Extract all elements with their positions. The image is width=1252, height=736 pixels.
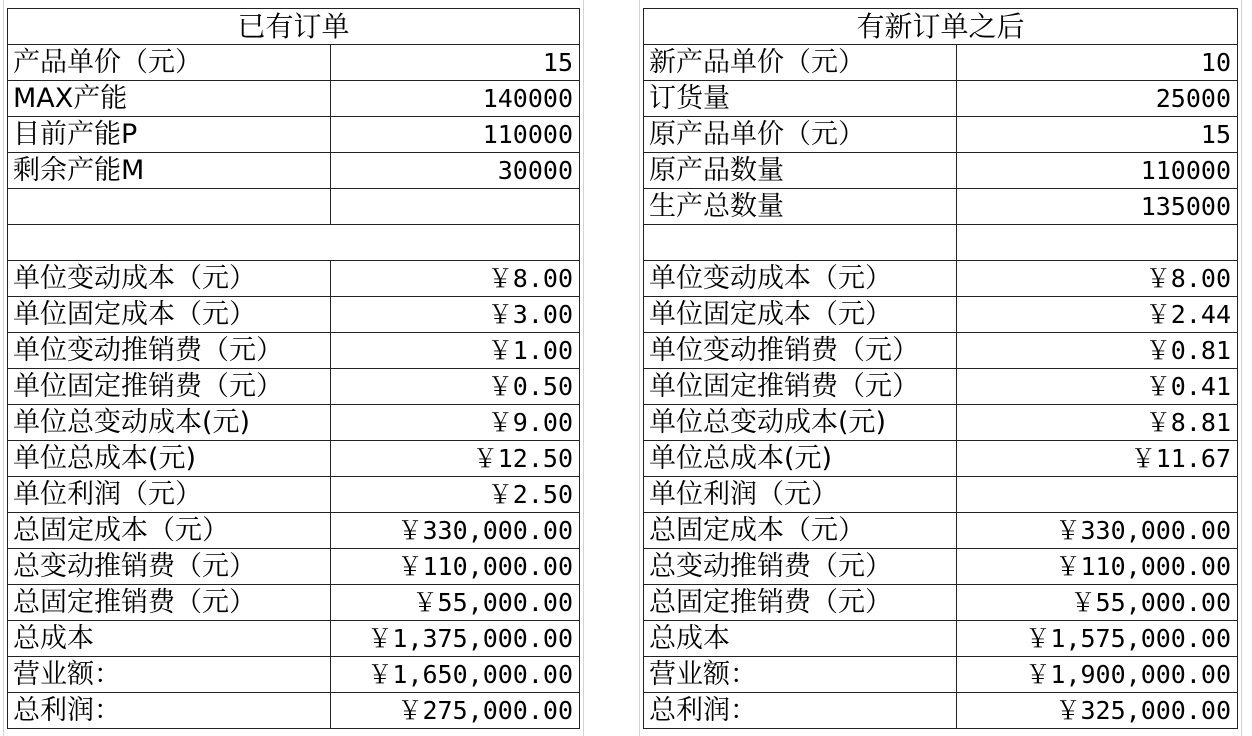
table-row: [8, 333, 580, 369]
label-cell[interactable]: 总利润：: [8, 693, 331, 729]
label-cell[interactable]: 总固定成本（元）: [644, 513, 957, 549]
table-row: [8, 477, 580, 513]
table-row: [644, 693, 1238, 729]
table-row: [644, 333, 1238, 369]
table-row: [8, 117, 580, 153]
existing-order-table: [7, 8, 580, 729]
label-cell[interactable]: 总固定成本（元）: [8, 513, 331, 549]
value-cell[interactable]: ￥325,000.00: [957, 693, 1238, 729]
left-table-title[interactable]: 已有订单: [8, 9, 580, 45]
label-cell[interactable]: 营业额：: [644, 657, 957, 693]
label-cell[interactable]: 单位总变动成本(元): [644, 405, 957, 441]
label-cell[interactable]: 单位利润（元）: [644, 477, 957, 513]
value-cell[interactable]: 25000: [957, 81, 1238, 117]
value-cell[interactable]: 10: [957, 45, 1238, 81]
value-cell[interactable]: ￥1,375,000.00: [331, 621, 580, 657]
label-cell[interactable]: 单位总变动成本(元): [8, 405, 331, 441]
label-cell[interactable]: 产品单价（元）: [8, 45, 331, 81]
table-row: [644, 189, 1238, 225]
table-row: [8, 81, 580, 117]
label-cell[interactable]: [644, 225, 957, 261]
value-cell[interactable]: ￥8.81: [957, 405, 1238, 441]
label-cell[interactable]: 单位变动推销费（元）: [644, 333, 957, 369]
table-row: [8, 657, 580, 693]
label-cell[interactable]: 总变动推销费（元）: [644, 549, 957, 585]
value-cell[interactable]: [957, 477, 1238, 513]
label-cell[interactable]: 生产总数量: [644, 189, 957, 225]
label-cell[interactable]: 单位利润（元）: [8, 477, 331, 513]
value-cell[interactable]: ￥2.50: [331, 477, 580, 513]
value-cell[interactable]: [331, 189, 580, 225]
right-header-row: [644, 9, 1238, 45]
label-cell[interactable]: 总固定推销费（元）: [8, 585, 331, 621]
label-cell[interactable]: 总成本: [8, 621, 331, 657]
value-cell[interactable]: ￥1,650,000.00: [331, 657, 580, 693]
table-row: [644, 297, 1238, 333]
label-cell[interactable]: 总利润：: [644, 693, 957, 729]
value-cell[interactable]: ￥1,575,000.00: [957, 621, 1238, 657]
table-row: [644, 549, 1238, 585]
label-cell[interactable]: 单位总成本(元): [8, 441, 331, 477]
value-cell[interactable]: ￥55,000.00: [957, 585, 1238, 621]
table-row: [644, 153, 1238, 189]
table-row: [8, 621, 580, 657]
label-cell[interactable]: 总固定推销费（元）: [644, 585, 957, 621]
value-cell[interactable]: 15: [957, 117, 1238, 153]
left-header-row: [8, 9, 580, 45]
table-row: [8, 153, 580, 189]
value-cell[interactable]: 135000: [957, 189, 1238, 225]
value-cell[interactable]: ￥12.50: [331, 441, 580, 477]
label-cell[interactable]: 单位固定成本（元）: [644, 297, 957, 333]
value-cell[interactable]: 110000: [957, 153, 1238, 189]
table-row: [644, 657, 1238, 693]
table-row: [644, 45, 1238, 81]
label-cell[interactable]: 新产品单价（元）: [644, 45, 957, 81]
value-cell[interactable]: ￥3.00: [331, 297, 580, 333]
label-cell[interactable]: 单位固定成本（元）: [8, 297, 331, 333]
value-cell[interactable]: 140000: [331, 81, 580, 117]
table-row: [8, 297, 580, 333]
table-row: [644, 225, 1238, 261]
value-cell[interactable]: ￥0.50: [331, 369, 580, 405]
value-cell[interactable]: [957, 225, 1238, 261]
label-cell[interactable]: 剩余产能M: [8, 153, 331, 189]
label-cell[interactable]: 订货量: [644, 81, 957, 117]
table-row: [8, 693, 580, 729]
value-cell[interactable]: ￥330,000.00: [957, 513, 1238, 549]
label-cell[interactable]: 原产品单价（元）: [644, 117, 957, 153]
table-row: [644, 261, 1238, 297]
table-row: [644, 585, 1238, 621]
label-cell[interactable]: MAX产能: [8, 81, 331, 117]
value-cell[interactable]: ￥8.00: [331, 261, 580, 297]
table-row: [8, 261, 580, 297]
merged-cell[interactable]: [8, 225, 580, 261]
value-cell[interactable]: ￥8.00: [957, 261, 1238, 297]
label-cell[interactable]: 单位总成本(元): [644, 441, 957, 477]
label-cell[interactable]: 原产品数量: [644, 153, 957, 189]
value-cell[interactable]: ￥1,900,000.00: [957, 657, 1238, 693]
value-cell[interactable]: 110000: [331, 117, 580, 153]
value-cell[interactable]: ￥0.81: [957, 333, 1238, 369]
label-cell[interactable]: 单位固定推销费（元）: [8, 369, 331, 405]
table-row: [644, 513, 1238, 549]
value-cell[interactable]: ￥9.00: [331, 405, 580, 441]
table-row: [8, 45, 580, 81]
value-cell[interactable]: ￥275,000.00: [331, 693, 580, 729]
value-cell[interactable]: ￥11.67: [957, 441, 1238, 477]
table-row: [8, 585, 580, 621]
table-row: [644, 405, 1238, 441]
table-row: [644, 369, 1238, 405]
label-cell[interactable]: 单位变动推销费（元）: [8, 333, 331, 369]
value-cell[interactable]: 30000: [331, 153, 580, 189]
table-row: [8, 225, 580, 261]
value-cell[interactable]: ￥110,000.00: [957, 549, 1238, 585]
label-cell[interactable]: 单位变动成本（元）: [8, 261, 331, 297]
table-row: [8, 189, 580, 225]
label-cell[interactable]: 单位变动成本（元）: [644, 261, 957, 297]
label-cell[interactable]: 总变动推销费（元）: [8, 549, 331, 585]
table-row: [644, 477, 1238, 513]
table-row: [644, 81, 1238, 117]
table-row: [644, 117, 1238, 153]
value-cell[interactable]: ￥330,000.00: [331, 513, 580, 549]
label-cell[interactable]: 总成本: [644, 621, 957, 657]
value-cell[interactable]: 15: [331, 45, 580, 81]
label-cell[interactable]: 营业额：: [8, 657, 331, 693]
table-row: [8, 549, 580, 585]
label-cell[interactable]: 单位固定推销费（元）: [644, 369, 957, 405]
table-row: [8, 369, 580, 405]
table-row: [644, 441, 1238, 477]
value-cell[interactable]: ￥2.44: [957, 297, 1238, 333]
new-order-table: [643, 8, 1238, 729]
label-cell[interactable]: 目前产能P: [8, 117, 331, 153]
table-row: [8, 513, 580, 549]
value-cell[interactable]: ￥1.00: [331, 333, 580, 369]
table-row: [644, 621, 1238, 657]
label-cell[interactable]: [8, 189, 331, 225]
value-cell[interactable]: ￥55,000.00: [331, 585, 580, 621]
right-table-title[interactable]: 有新订单之后: [644, 9, 1238, 45]
value-cell[interactable]: ￥0.41: [957, 369, 1238, 405]
table-row: [8, 441, 580, 477]
table-row: [8, 405, 580, 441]
value-cell[interactable]: ￥110,000.00: [331, 549, 580, 585]
